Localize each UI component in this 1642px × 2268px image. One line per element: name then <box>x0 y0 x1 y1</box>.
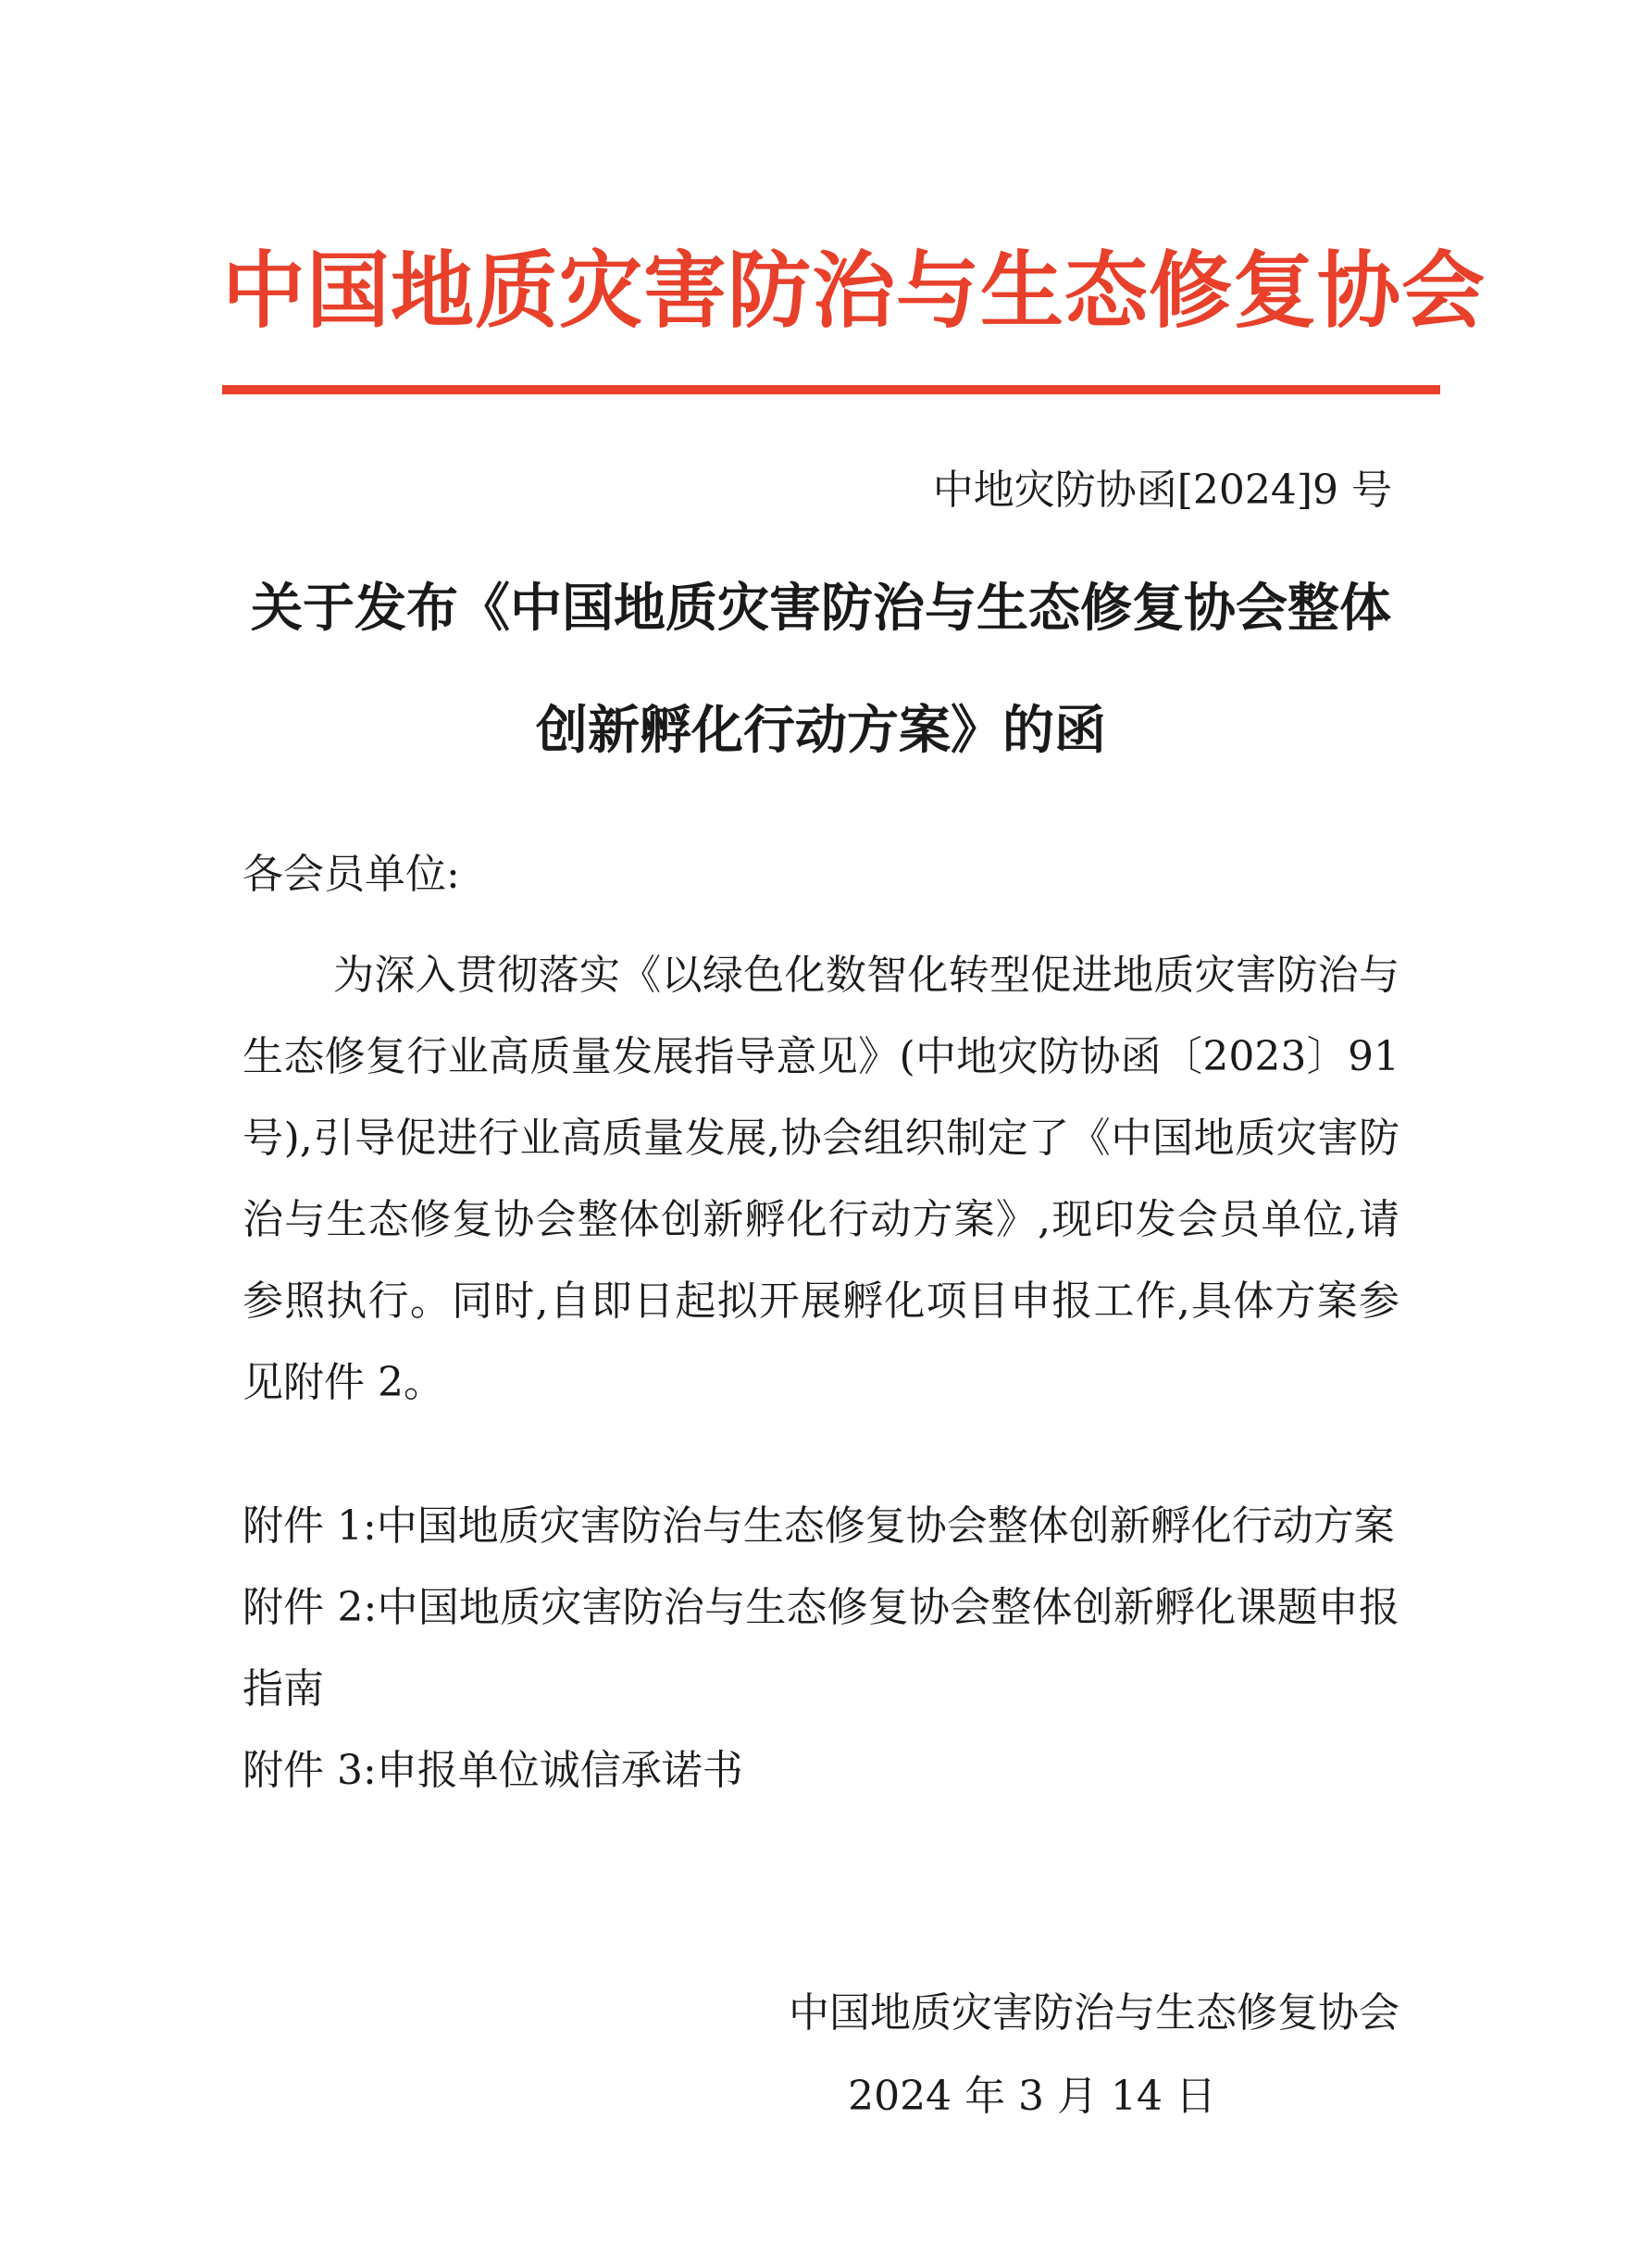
body-paragraph: 为深入贯彻落实《以绿色化数智化转型促进地质灾害防治与生态修复行业高质量发展指导意见》(中地灾防协函〔2023〕91 号),引导促进行业高质量发展,协会组织制定了《中国地质灾害防治与生态修复协会整体创新孵化行动方案》,现印发会员单位,请参照执行。同时,自即日起拟开展孵化项目申报工作,具体方案参见附件 2。 <box>243 952 1399 1406</box>
attachment-item: 附件 1:中国地质灾害防治与生态修复协会整体创新孵化行动方案 <box>243 1502 1395 1550</box>
attachment-item: 附件 3:申报单位诚信承诺书 <box>243 1747 743 1794</box>
signature-date: 2024 年 3 月 14 日 <box>848 2073 1216 2120</box>
salutation: 各会员单位: <box>243 851 460 898</box>
masthead-organization-name: 中国地质灾害防治与生态修复协会 <box>222 243 1486 340</box>
document-title: 关于发布《中国地质灾害防治与生态修复协会整体创新孵化行动方案》的函 <box>251 579 1391 761</box>
attachment-item: 附件 2:中国地质灾害防治与生态修复协会整体创新孵化课题申报指南 <box>243 1584 1399 1713</box>
masthead-red-rule <box>222 385 1440 394</box>
signature-organization: 中国地质灾害防治与生态修复协会 <box>789 1989 1399 2037</box>
document-number: 中地灾防协函[2024]9 号 <box>932 467 1392 514</box>
attachment-list <box>243 1486 1399 1812</box>
